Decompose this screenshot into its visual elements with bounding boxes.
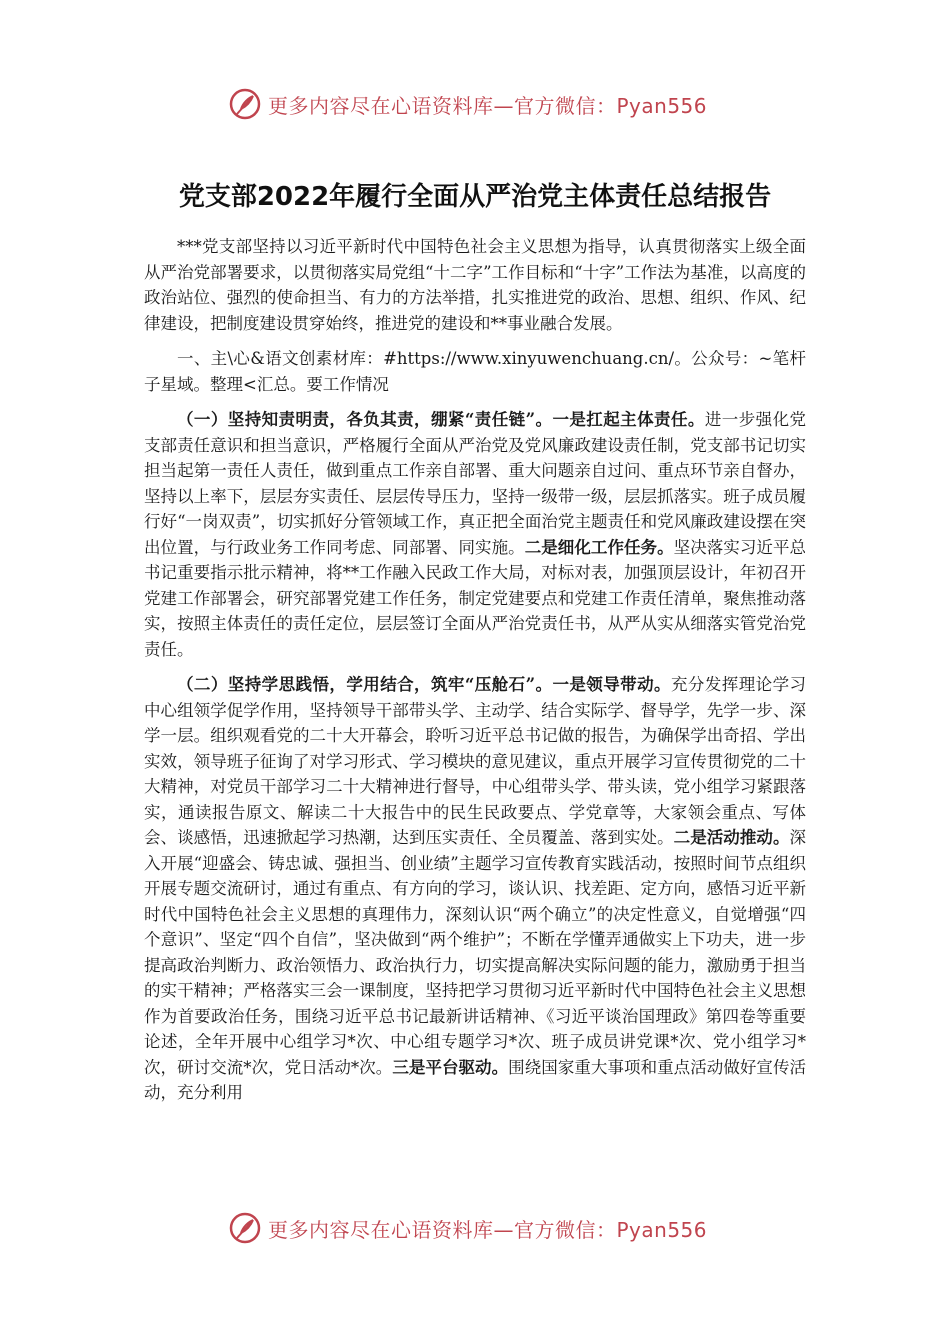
quill-logo-icon — [228, 1211, 262, 1245]
paragraph-text: 坚决落实习近平总书记重要指示批示精神，将**工作融入民政工作大局，对标对表，加强顶层设计，年初召开党建工作部署会，研究部署党建工作任务，制定党建要点和党建工作责任清单，聚焦推动落实，按照主体责任的责任定位，层层签订全面从严治党责任书，从严从实从细落实管党治党责任。 — [144, 537, 807, 659]
point-heading: 一是扛起主体责任。 — [552, 410, 705, 429]
watermark-text: 更多内容尽在心语资料库—官方微信：Pyan556 — [268, 93, 708, 118]
point-heading: 二是活动推动。 — [673, 828, 790, 847]
watermark-text: 更多内容尽在心语资料库—官方微信：Pyan556 — [268, 1217, 708, 1242]
paragraph-text: 围绕国家重大事项和重点活动做好宣传活动，充分利用 — [144, 1057, 807, 1102]
section-1-paragraph — [144, 407, 806, 662]
section-heading: 一、主\心&语文创素材库：#https://www.xinyuwenchuang.cn/。公众号：~笔杆子星域。整理<汇总。要工作情况 — [144, 349, 806, 394]
section-2-paragraph — [144, 672, 806, 1106]
quill-logo-icon — [228, 87, 262, 121]
intro-paragraph: ***党支部坚持以习近平新时代中国特色社会主义思想为指导，认真贯彻落实上级全面从严治党部署要求，以贯彻落实局党组“十二字”工作目标和“十字”工作法为基准，以高度的政治站位、强烈的使命担当、有力的方法举措，扎实推进党的政治、思想、组织、作风、纪律建设，把制度建设贯穿始终，推进党的建设和**事业融合发展。 — [144, 237, 806, 333]
page-title: 党支部2022年履行全面从严治党主体责任总结报告 — [178, 182, 772, 212]
document-body — [144, 234, 806, 1116]
point-heading: 三是平台驱动。 — [392, 1057, 509, 1077]
paragraph-text: 充分发挥理论学习中心组领学促学作用，坚持领导干部带头学、主动学、结合实际学、督导学，先学一步、深学一层。组织观看党的二十大开幕会，聆听习近平总书记做的报告，为确保学出奇招、学出实效，领导班子征询了对学习形式、学习模块的意见建议，重点开展学习宣传贯彻党的二十大精神，对党员干部学习二十大精神进行督导，中心组带头学、带头读，党小组学习紧跟落实，通读报告原文、解读二十大报告中的民生民政要点、学党章等，大家领会重点、写体会、谈感悟，迅速掀起学习热潮，达到压实责任、全员覆盖、落到实处。 — [144, 675, 806, 847]
paragraph-text: 进一步强化党支部责任意识和担当意识，严格履行全面从严治党及党风廉政建设责任制，党支部书记切实担当起第一责任人责任，做到重点工作亲自部署、重大问题亲自过问、重点环节亲自督办，坚持以上率下，层层夯实责任、层层传导压力，坚持一级带一级，层层抓落实。班子成员履行好“一岗双责”，切实抓好分管领域工作，真正把全面治党主题责任和党风廉政建设摆在突出位置，与行政业务工作同考虑、同部署、同实施。 — [144, 410, 807, 557]
point-heading: 二是细化工作任务。 — [524, 537, 674, 557]
point-heading: 一是领导带动。 — [552, 675, 671, 694]
subsection-heading: （一）坚持知责明责，各负其责，绷紧“责任链”。 — [177, 410, 553, 429]
watermark-banner-top — [228, 84, 728, 124]
watermark-banner-bottom — [228, 1208, 728, 1248]
subsection-heading: （二）坚持学思践悟，学用结合，筑牢“压舱石”。 — [177, 675, 553, 694]
paragraph-text: 深入开展“迎盛会、铸忠诚、强担当、创业绩”主题学习宣传教育实践活动，按照时间节点组织开展专题交流研讨，通过有重点、有方向的学习，谈认识、找差距、定方向，感悟习近平新时代中国特色社会主义思想的真理伟力，深刻认识“两个确立”的决定性意义，自觉增强“四个意识”、坚定“四个自信”，坚决做到“两个维护”；不断在学懂弄通做实上下功夫，进一步提高政治判断力、政治领悟力、政治执行力，切实提高解决实际问题的能力，激励勇于担当的实干精神；严格落实三会一课制度，坚持把学习贯彻习近平新时代中国特色社会主义思想作为首要政治任务，围绕习近平总书记最新讲话精神、《习近平谈治国理政》第四卷等重要论述，全年开展中心组学习*次、中心组专题学习*次、班子成员讲党课*次、党小组学习*次，研讨交流*次，党日活动*次。 — [144, 828, 806, 1077]
